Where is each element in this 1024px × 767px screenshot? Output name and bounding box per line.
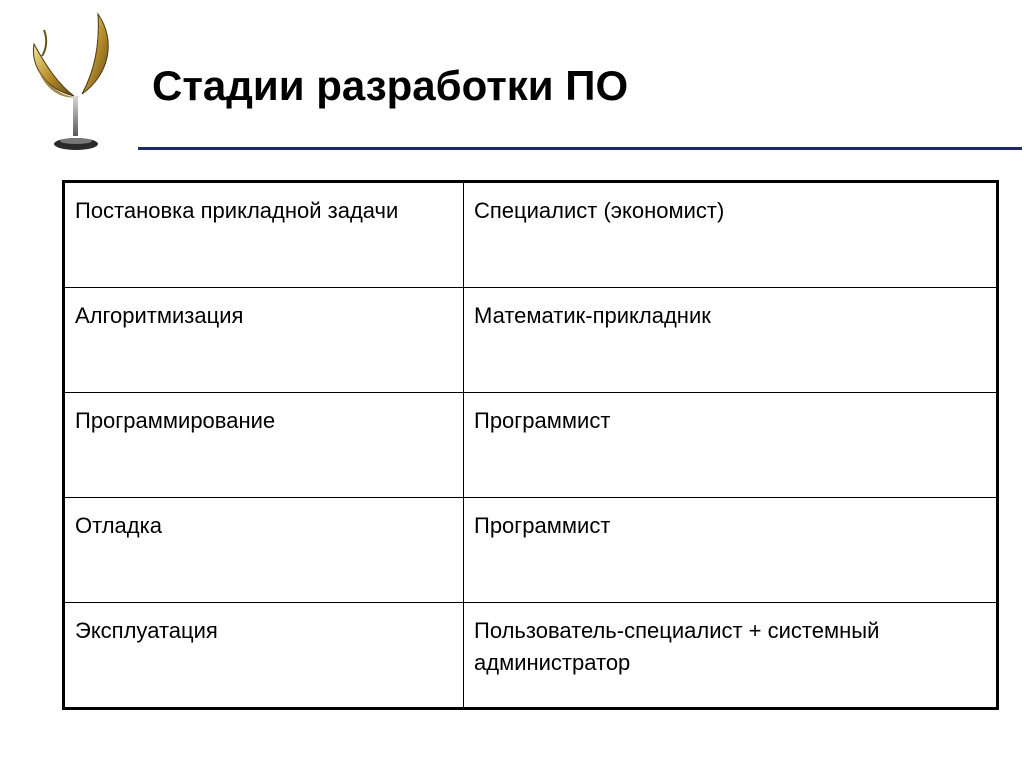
table-row: [64, 288, 998, 393]
slide-title: Стадии разработки ПО: [152, 62, 629, 109]
table-row: [64, 393, 998, 498]
stages-table: [62, 180, 999, 710]
stage-cell: Программирование: [64, 393, 464, 498]
stage-cell: Постановка прикладной задачи: [64, 182, 464, 288]
role-cell: Пользователь-специалист + системный администратор: [464, 603, 998, 709]
stage-cell: Отладка: [64, 498, 464, 603]
stage-cell: Алгоритмизация: [64, 288, 464, 393]
table-row: [64, 182, 998, 288]
table-row: [64, 603, 998, 709]
role-cell: Программист: [464, 393, 998, 498]
role-cell: Программист: [464, 498, 998, 603]
role-cell: Математик-прикладник: [464, 288, 998, 393]
stage-cell: Эксплуатация: [64, 603, 464, 709]
title-underline: [138, 147, 1022, 150]
role-cell: Специалист (экономист): [464, 182, 998, 288]
goblet-logo-icon: [24, 10, 134, 152]
table-row: [64, 498, 998, 603]
